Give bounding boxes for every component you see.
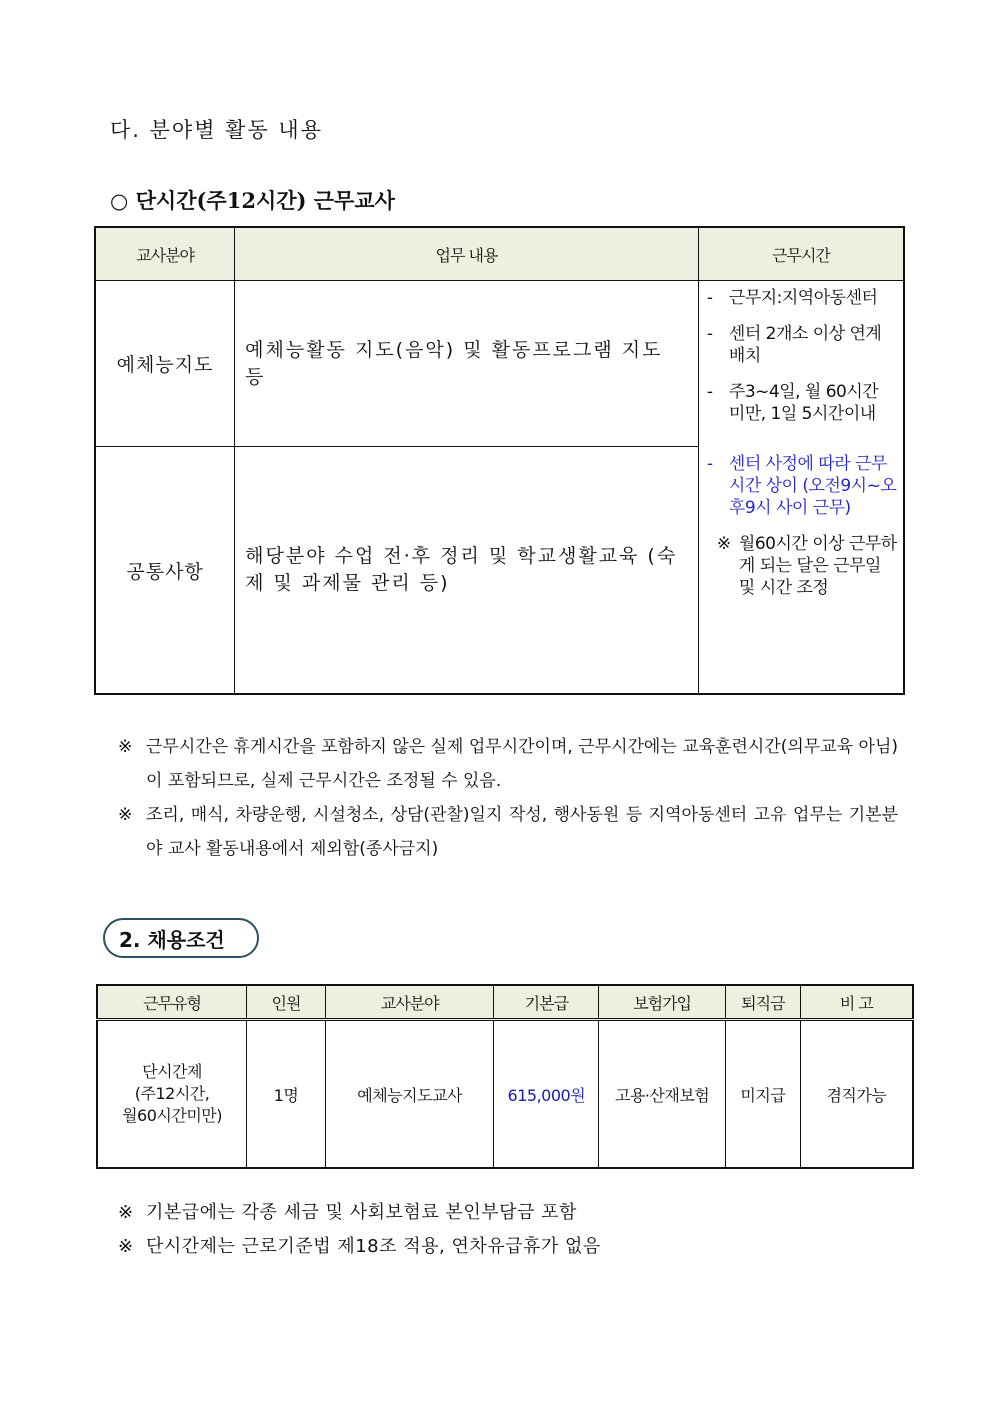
salary-cell: 615,000원 [494,1020,599,1169]
hours-note [707,533,899,599]
field-cell: 예체능지도교사 [325,1020,494,1169]
insurance-cell: 고용·산재보험 [599,1020,726,1169]
note-marker: ※ [118,1202,134,1223]
hours-item-text: 주3~4일, 월 60시간 미만, 1일 5시간이내 [728,382,879,424]
note-text: 조리, 매식, 차량운행, 시설청소, 상담(관찰)일지 작성, 행사동원 등 지역아동센터 고유 업무는 기본분야 교사 활동내용에서 제외함(종사금지) [146,805,898,859]
note-text: 기본급에는 각종 세금 및 사회보험료 본인부담금 포함 [146,1202,577,1223]
note-text: 단시간제는 근로기준법 제18조 적용, 연차유급휴가 없음 [146,1236,601,1257]
field-cell: 예체능지도 [95,281,235,447]
hours-item-text: 근무지:지역아동센터 [728,288,878,308]
activity-table-header [95,227,904,281]
field-cell: 공통사항 [95,447,235,695]
note [118,798,898,866]
header-count: 인원 [247,985,326,1020]
dash-marker: - [706,454,713,474]
employment-table [96,984,914,1169]
header-remark: 비 고 [800,985,913,1020]
count-cell: 1명 [247,1020,326,1169]
note-text: 근무시간은 휴게시간을 포함하지 않은 실제 업무시간이며, 근무시간에는 교육훈련시간(의무교육 아님)이 포함되므로, 실제 근무시간은 조정될 수 있음. [146,737,898,791]
table-row [97,1020,913,1169]
notes-block-2 [118,1196,601,1264]
section-heading: 다. 분야별 활동 내용 [110,118,323,142]
hours-item [707,323,899,367]
remark-cell: 겸직가능 [800,1020,913,1169]
type-cell [97,1020,247,1169]
header-hours: 근무시간 [698,227,904,281]
hours-item [707,381,899,425]
note [118,1196,601,1230]
note-marker: ※ [118,805,133,825]
section2-title: 2. 채용조건 [103,918,259,958]
dash-marker: - [706,382,713,402]
activity-table [94,226,905,695]
header-field: 교사분야 [95,227,235,281]
severance-cell: 미지급 [725,1020,800,1169]
hours-note-text: 월60시간 이상 근무하게 되는 달은 근무일 및 시간 조정 [738,534,897,598]
note-marker: ※ [118,1236,134,1257]
hours-item [707,287,899,309]
note [118,730,898,798]
dash-marker: - [706,288,713,308]
type-line: 월60시간미만) [122,1106,222,1125]
note-marker: ※ [118,737,133,757]
header-duty: 업무 내용 [235,227,699,281]
header-field: 교사분야 [325,985,494,1020]
type-line: 단시간제 [142,1062,202,1081]
header-severance: 퇴직금 [725,985,800,1020]
hours-blue-item [707,453,899,519]
hours-cell [698,281,904,695]
table-row [95,281,904,447]
header-salary: 기본급 [494,985,599,1020]
note-marker: ※ [716,534,731,554]
hours-blue-text: 센터 사정에 따라 근무시간 상이 (오전9시~오후9시 사이 근무) [728,454,897,518]
subheading: ○ 단시간(주12시간) 근무교사 [110,188,395,213]
duty-cell: 해당분야 수업 전·후 정리 및 학교생활교육 (숙제 및 과제물 관리 등) [235,447,699,695]
type-line: (주12시간, [134,1084,210,1103]
header-type: 근무유형 [97,985,247,1020]
employment-table-header [97,985,913,1020]
header-insurance: 보험가입 [599,985,726,1020]
duty-cell: 예체능활동 지도(음악) 및 활동프로그램 지도 등 [235,281,699,447]
notes-block [118,730,898,866]
dash-marker: - [706,324,713,344]
note [118,1230,601,1264]
hours-item-text: 센터 2개소 이상 연계 배치 [728,324,882,366]
